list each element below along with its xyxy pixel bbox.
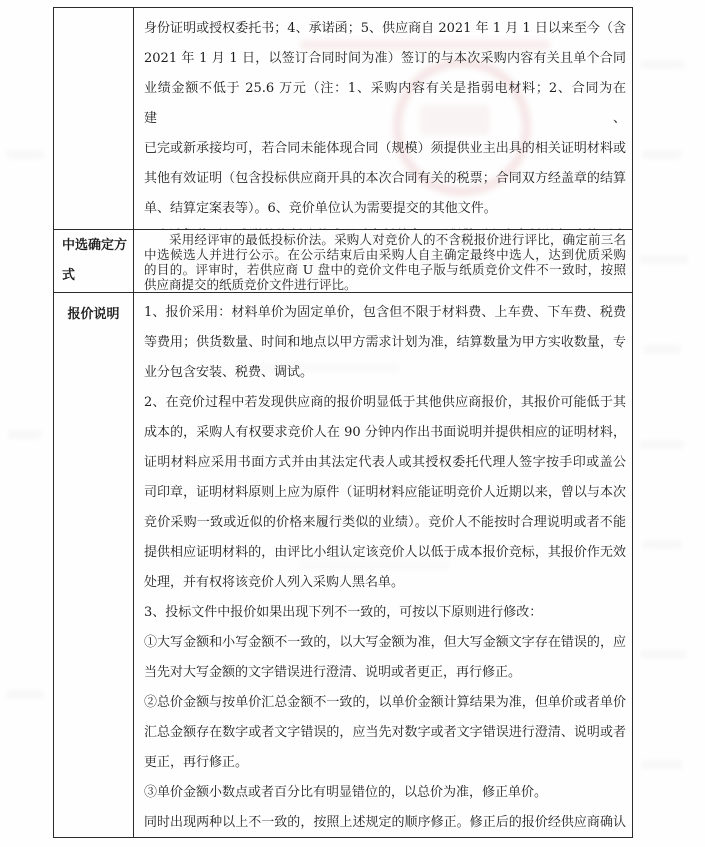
text-line: 业分包含安装、税费、调试。: [144, 365, 314, 380]
text-line: 证明材料应采用书面方式并由其法定代表人或其授权委托代理人签字按手印或盖公: [144, 455, 626, 470]
text-line: 其他有效证明（包含投标供应商开具的本次合同有关的税票；合同双方经盖章的结算: [144, 171, 626, 186]
margin-bleedthrough: [640, 60, 685, 69]
text-line: 司印章，证明材料原则上应为原件（证明材料应能证明竞价人近期以来，曾以与本次: [144, 485, 626, 500]
text-line: 汇总金额存在数字或者文字错误的，应当先对数字或者文字错误进行澄清、说明或者: [144, 725, 626, 740]
text-line: ②总价金额与按单价汇总金额不一致的，以单价金额计算结果为准，但单价或者单价: [144, 695, 626, 710]
table-cell-quotation-notes-text: [134, 293, 632, 837]
margin-bleedthrough: [641, 760, 683, 769]
margin-bleedthrough: [8, 430, 42, 439]
text-line: 2、在竞价过程中若发现供应商的报价明显低于其他供应商报价，其报价可能低于其: [144, 395, 626, 410]
text-line: 同时出现两种以上不一致的，按照上述规定的顺序修正。修正后的报价经供应商确认: [144, 815, 626, 830]
table-cell-label-empty: [54, 8, 134, 230]
margin-bleedthrough: [642, 150, 682, 159]
table-cell-label-selection-method: [54, 230, 134, 293]
row-label-line: 中选确定方: [62, 237, 128, 252]
text-line: ①大写金额和小写金额不一致的，以大写金额为准，但大写金额文字存在错误的，应: [144, 635, 626, 650]
row-label-line: 式: [62, 267, 76, 282]
text-line: 的目的。评审时，若供应商 U 盘中的竞价文件电子版与纸质竞价文件不一致时，按照: [144, 262, 626, 277]
text-line: 更正，再行修正。: [144, 755, 249, 770]
text-line: 等费用；供货数量、时间和地点以甲方需求计划为准，结算数量为甲方实收数量，专: [144, 335, 626, 350]
text-line: 2021 年 1 月 1 日，以签订合同时间为准）签订的与本次采购内容有关且单个合同: [144, 51, 626, 66]
paragraph: [144, 298, 626, 388]
text-line: ③单价金额小数点或者百分比有明显错位的，以总价为准，修正单价。: [144, 785, 548, 800]
text-line: 单、结算定案表等）。6、竞价单位认为需要提交的其他文件。: [144, 201, 497, 216]
margin-bleedthrough: [642, 540, 682, 549]
text-line: 已完或新承接均可，若合同未能体现合同（规模）须提供业主出具的相关证明材料或: [144, 141, 626, 156]
paragraph: [144, 808, 626, 837]
table-cell-selection-method-text: [134, 230, 632, 293]
text-line: 当先对大写金额的文字错误进行澄清、说明或者更正，再行修正。: [144, 665, 522, 680]
margin-bleedthrough: [643, 345, 681, 354]
text-line: 中选候选人并进行公示。在公示结束后由采购人自主确定最终中选人，达到优质采购: [144, 247, 626, 262]
text-line: 处理，并有权将该竞价人列入采购人黑名单。: [144, 575, 405, 590]
document-table: [53, 7, 633, 838]
row-label-line: 报价说明: [67, 306, 120, 321]
text-line: 竞价采购一致或近似的价格来履行类似的业绩）。竞价人不能按时合理说明或者不能: [144, 515, 626, 530]
paragraph: [144, 778, 626, 808]
paragraph: [144, 598, 626, 628]
paragraph: [144, 628, 626, 688]
text-line: 3、投标文件中报价如果出现下列不一致的，可按以下原则进行修改：: [144, 605, 543, 620]
margin-bleedthrough: [640, 650, 686, 659]
text-line: 提供相应证明材料的，由评比小组认定该竞价人以低于成本报价竞标，其报价作无效: [144, 545, 626, 560]
paragraph: [144, 388, 626, 598]
text-line: 采用经评审的最低投标价法。采购人对竞价人的不含税报价进行评比，确定前三名: [169, 232, 626, 247]
text-line: 成本的，采购人有权要求竞价人在 90 分钟内作出书面说明并提供相应的证明材料，: [144, 425, 626, 440]
margin-bleedthrough: [6, 690, 44, 699]
paragraph: [144, 688, 626, 778]
paragraph: [144, 232, 626, 292]
text-line: 1、报价采用：材料单价为固定单价，包含但不限于材料费、上车费、下车费、税费: [144, 305, 626, 320]
text-line: 业绩金额不低于 25.6 万元（注：1、采购内容有关是指弱电材料；2、合同为在建、: [144, 81, 626, 126]
margin-bleedthrough: [640, 255, 688, 264]
paragraph: [144, 14, 626, 224]
margin-bleedthrough: [640, 440, 684, 449]
text-line: 供应商提交的纸质竞价文件进行评比。: [144, 277, 357, 292]
table-cell-label-quotation-notes: [54, 293, 134, 837]
margin-bleedthrough: [6, 150, 44, 159]
table-cell-requirements-text: [134, 8, 632, 230]
text-line: 身份证明或授权委托书；4、承诺函；5、供应商自 2021 年 1 月 1 日以来至今（含: [144, 21, 626, 36]
